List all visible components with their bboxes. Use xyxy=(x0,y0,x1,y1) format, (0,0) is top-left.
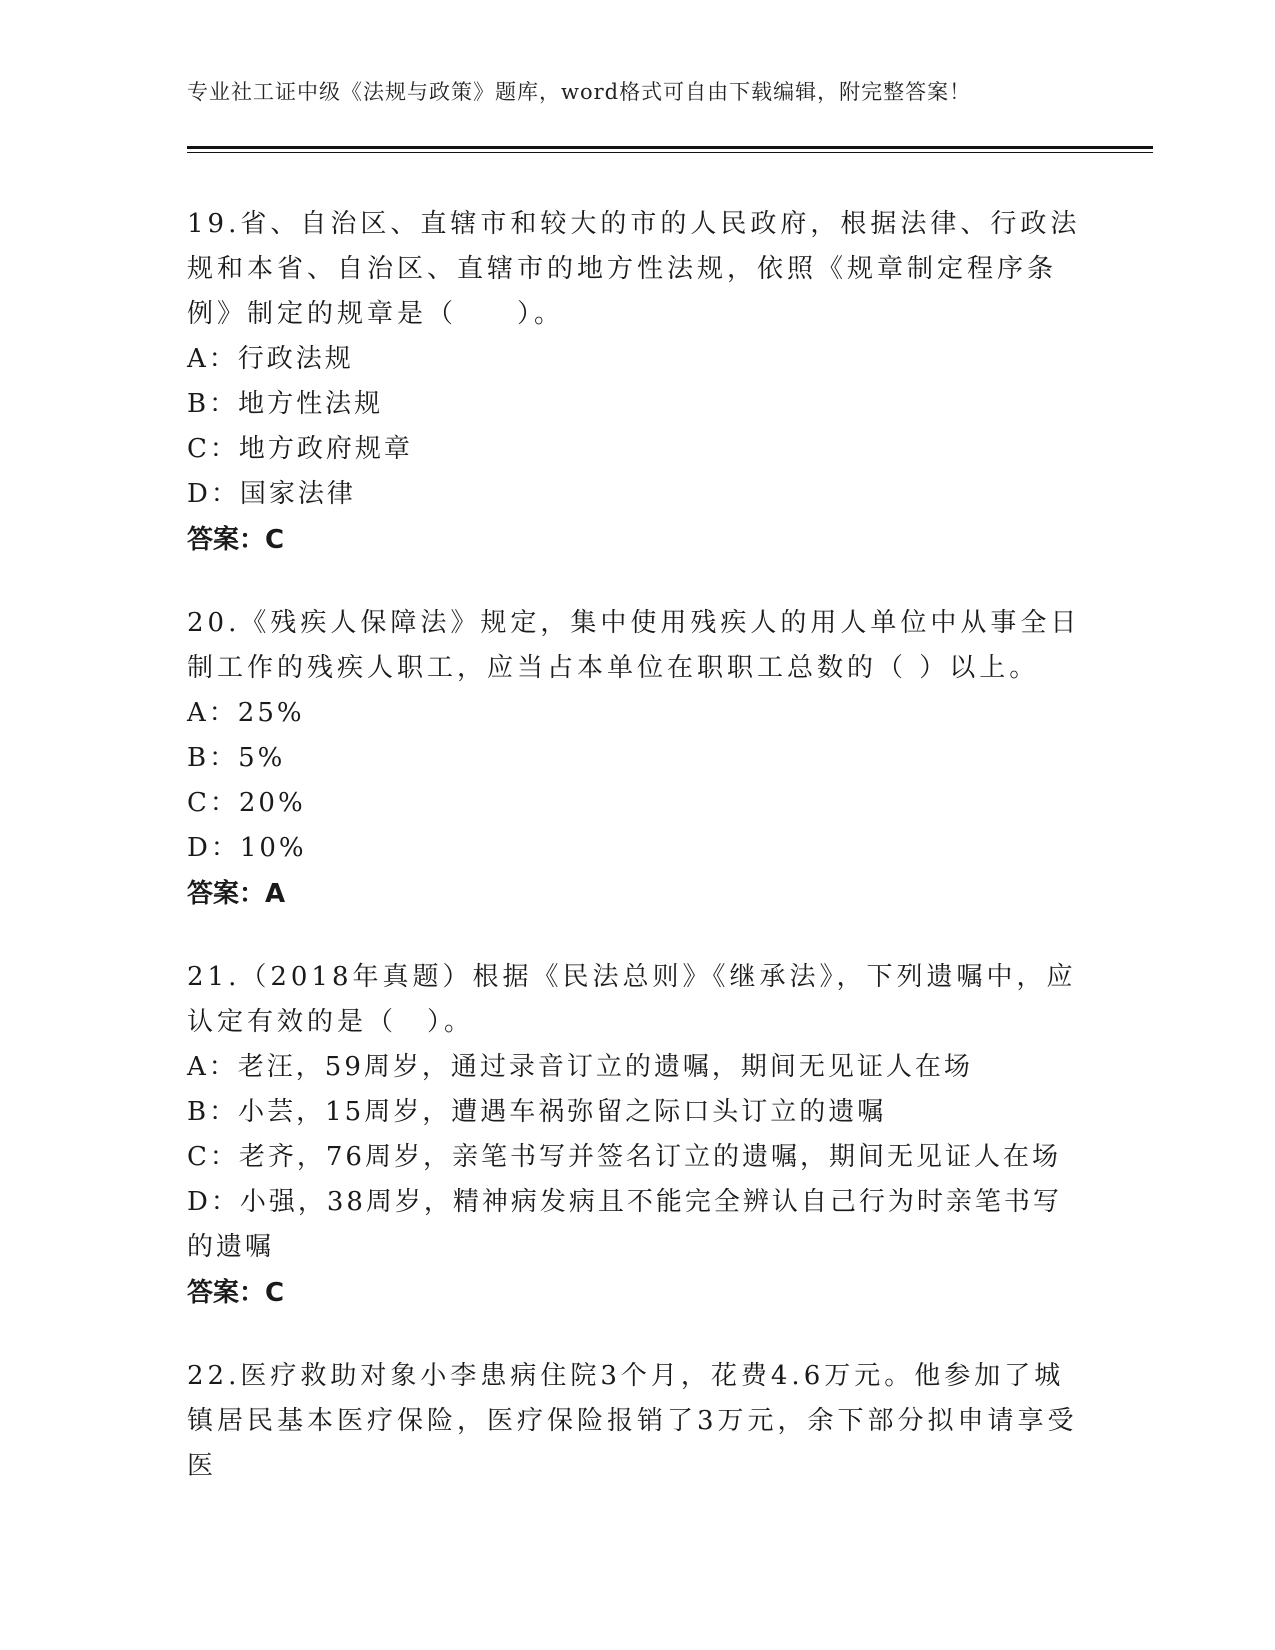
question-19 xyxy=(187,202,1087,563)
option-c: C：20% xyxy=(187,788,306,818)
option-a: A：行政法规 xyxy=(187,344,354,374)
question-list xyxy=(187,202,1087,1527)
option-b: B：地方性法规 xyxy=(187,389,384,419)
question-text: 21.（2018年真题）根据《民法总则》《继承法》，下列遗嘱中，应认定有效的是（ ）。 xyxy=(187,962,1077,1037)
header-rule-thick xyxy=(187,146,1153,149)
option-d: D：小强，38周岁，精神病发病且不能完全辨认自己行为时亲笔书写的遗嘱 xyxy=(187,1187,1062,1262)
header-rule-thin xyxy=(187,152,1153,153)
option-b: B：5% xyxy=(187,743,286,773)
question-20 xyxy=(187,601,1087,917)
option-a: A：25% xyxy=(187,698,305,728)
answer: 答案：A xyxy=(187,879,286,909)
option-d: D：10% xyxy=(187,833,307,863)
option-c: C：地方政府规章 xyxy=(187,434,413,464)
answer: 答案：C xyxy=(187,525,285,555)
option-c: C：老齐，76周岁，亲笔书写并签名订立的遗嘱，期间无见证人在场 xyxy=(187,1142,1061,1172)
document-header: 专业社工证中级《法规与政策》题库，word格式可自由下载编辑，附完整答案！ xyxy=(187,80,972,104)
answer: 答案：C xyxy=(187,1278,285,1308)
option-b: B：小芸，15周岁，遭遇车祸弥留之际口头订立的遗嘱 xyxy=(187,1097,887,1127)
question-text: 20.《残疾人保障法》规定，集中使用残疾人的用人单位中从事全日制工作的残疾人职工，应当占本单位在职职工总数的（ ）以上。 xyxy=(187,608,1081,683)
option-a: A：老汪，59周岁，通过录音订立的遗嘱，期间无见证人在场 xyxy=(187,1052,973,1082)
question-text: 22.医疗救助对象小李患病住院3个月，花费4.6万元。他参加了城镇居民基本医疗保险，医疗保险报销了3万元，余下部分拟申请享受医 xyxy=(187,1361,1078,1481)
question-22 xyxy=(187,1354,1087,1489)
question-21 xyxy=(187,955,1087,1316)
option-d: D：国家法律 xyxy=(187,479,356,509)
question-text: 19.省、自治区、直辖市和较大的市的人民政府，根据法律、行政法规和本省、自治区、直辖市的地方性法规，依照《规章制定程序条例》制定的规章是（ ）。 xyxy=(187,209,1081,329)
